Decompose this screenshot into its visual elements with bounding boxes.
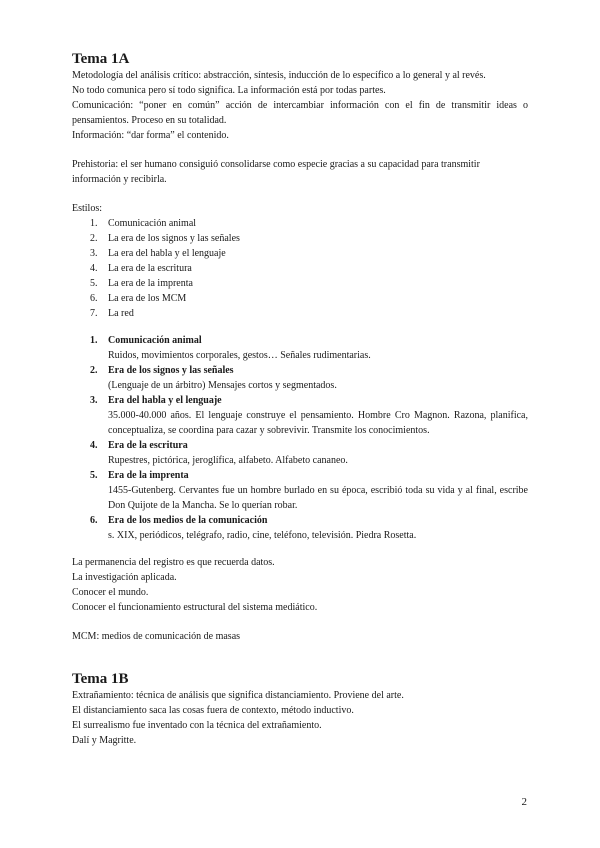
era-title: Era de la escritura xyxy=(108,440,188,451)
list-item: 1. Comunicación animal xyxy=(90,218,197,229)
era-title: Era de los signos y las señales xyxy=(108,365,234,376)
era-item: 3. Era del habla y el lenguaje 35.000-40.000 años. El lenguaje construye el pensamiento. Hombre Cro Magnon. Razona, planifica, conceptualiza, se coordina para cazar y sobrevivir. Transmite los conocimientos. xyxy=(90,395,528,436)
era-title: Era de la imprenta xyxy=(108,470,189,481)
list-item: 4. La era de la escritura xyxy=(90,263,192,274)
era-description: s. XIX, periódicos, telégrafo, radio, cine, teléfono, televisión. Piedra Rosetta. xyxy=(108,530,417,541)
paragraph: Comunicación: “poner en común” acción de intercambiar información con el fin de transmitir ideas o pensamientos. Proceso en su totalidad. xyxy=(72,100,528,126)
section-title-tema-1a: Tema 1A xyxy=(72,51,130,67)
paragraph: Extrañamiento: técnica de análisis que significa distanciamiento. Proviene del arte. xyxy=(72,690,404,701)
paragraph: Dalí y Magritte. xyxy=(72,735,137,746)
prehistoria-paragraph: Prehistoria: el ser humano consiguió consolidarse como especie gracias a su capacidad para transmitir información y recibirla. xyxy=(72,159,480,185)
era-item: 4. Era de la escritura Rupestres, pictórica, jeroglífica, alfabeto. Alfabeto cananeo. xyxy=(72,438,528,468)
era-item: 2. Era de los signos y las señales (Lenguaje de un árbitro) Mensajes cortos y segmentados. xyxy=(72,363,528,393)
era-title: Comunicación animal xyxy=(108,335,202,346)
mcm-definition: MCM: medios de comunicación de masas xyxy=(72,631,241,642)
estilos-label: Estilos: xyxy=(72,203,103,214)
era-item: 1. Comunicación animal Ruidos, movimientos corporales, gestos… Señales rudimentarias. xyxy=(72,333,528,363)
paragraph: Conocer el mundo. xyxy=(72,587,149,598)
era-description: 1455-Gutenberg. Cervantes fue un hombre burlado en su época, escribió toda su vida y al final, escribe Don Quijote de la Mancha. Se lo querían robar. xyxy=(108,485,528,511)
estilos-list xyxy=(72,216,528,321)
paragraph: La investigación aplicada. xyxy=(72,572,177,583)
era-title: Era del habla y el lenguaje xyxy=(108,395,222,406)
list-item: 3. La era del habla y el lenguaje xyxy=(90,248,226,259)
page-number: 2 xyxy=(521,796,527,808)
paragraph: La permanencia del registro es que recuerda datos. xyxy=(72,557,275,568)
list-item: 6. La era de los MCM xyxy=(90,293,187,304)
paragraph: El surrealismo fue inventado con la técnica del extrañamiento. xyxy=(72,720,322,731)
era-description: 35.000-40.000 años. El lenguaje construye el pensamiento. Hombre Cro Magnon. Razona, planifica, conceptualiza, se coordina para cazar y sobrevivir. Transmite los conocimientos. xyxy=(108,410,528,436)
era-description: Ruidos, movimientos corporales, gestos… Señales rudimentarias. xyxy=(108,350,371,361)
paragraph: El distanciamiento saca las cosas fuera de contexto, método inductivo. xyxy=(72,705,354,716)
era-item: 6. Era de los medios de la comunicación s. XIX, periódicos, telégrafo, radio, cine, teléfono, televisión. Piedra Rosetta. xyxy=(72,513,528,543)
paragraph: Conocer el funcionamiento estructural del sistema mediático. xyxy=(72,602,318,613)
era-title: Era de los medios de la comunicación xyxy=(108,515,268,526)
eras-list xyxy=(72,333,528,543)
list-item: 7. La red xyxy=(90,308,134,319)
era-item: 5. Era de la imprenta 1455-Gutenberg. Cervantes fue un hombre burlado en su época, escribió toda su vida y al final, escribe Don Quijote de la Mancha. Se lo querían robar. xyxy=(90,470,528,511)
paragraph: Información: “dar forma” el contenido. xyxy=(72,130,229,141)
list-item: 5. La era de la imprenta xyxy=(90,278,193,289)
era-description: (Lenguaje de un árbitro) Mensajes cortos y segmentados. xyxy=(108,380,337,391)
document-page xyxy=(72,50,528,748)
paragraph: No todo comunica pero sí todo significa. La información está por todas partes. xyxy=(72,85,386,96)
closing-block xyxy=(72,555,528,615)
tema-1b-block xyxy=(72,688,528,748)
section-title-tema-1b: Tema 1B xyxy=(72,671,129,687)
intro-block xyxy=(72,68,528,143)
era-description: Rupestres, pictórica, jeroglífica, alfabeto. Alfabeto cananeo. xyxy=(108,455,348,466)
list-item: 2. La era de los signos y las señales xyxy=(90,233,240,244)
paragraph: Metodología del análisis crítico: abstracción, síntesis, inducción de lo específico a lo general y al revés. xyxy=(72,70,486,81)
